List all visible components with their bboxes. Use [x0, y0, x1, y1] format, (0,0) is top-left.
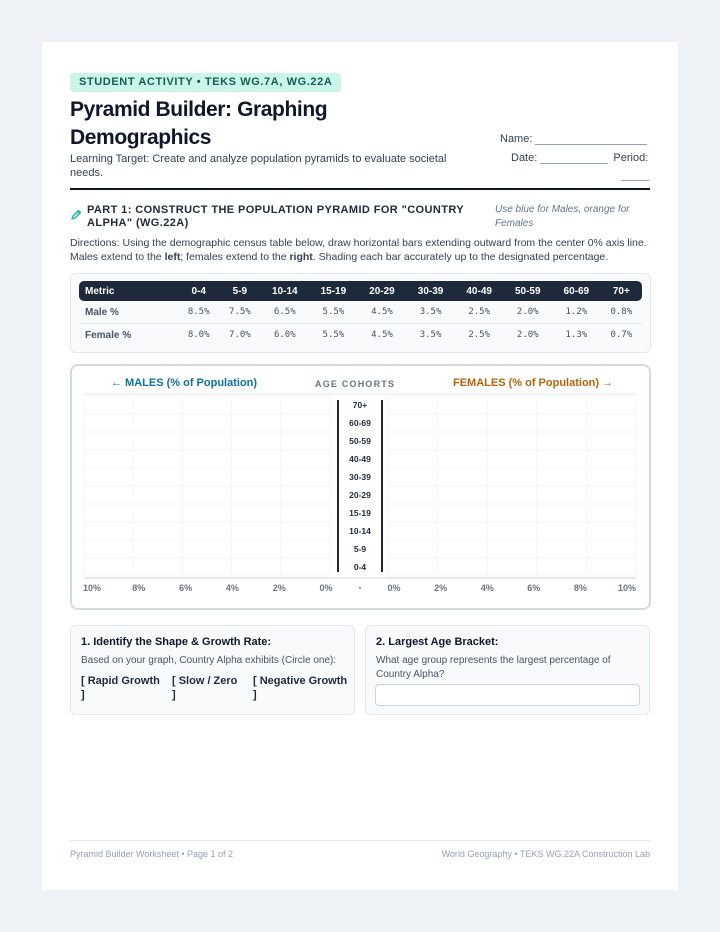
table-row-label: Male %	[79, 301, 178, 324]
footer-right: World Geography • TEKS WG.22A Construction Lab	[441, 849, 650, 859]
part1-title: PART 1: CONSTRUCT THE POPULATION PYRAMID FOR "COUNTRY ALPHA" (WG.22A)	[87, 204, 464, 229]
table-column-header: 70+	[601, 281, 642, 301]
female-tick-label: 6%	[527, 583, 541, 593]
worksheet-page	[42, 42, 678, 890]
directions-text-3: . Shading each bar accurately up to the designated percentage.	[312, 251, 609, 263]
table-column-header: 0-4	[178, 281, 219, 301]
cohort-label: 15-19	[349, 508, 371, 518]
question-2-text: What age group represents the largest percentage of Country Alpha?	[376, 655, 611, 680]
question-2-card	[365, 625, 650, 715]
table-cell: 7.5%	[219, 301, 260, 324]
date-blank[interactable]	[540, 151, 608, 164]
male-tick-label: 10%	[82, 583, 102, 593]
period-blank[interactable]	[621, 168, 649, 181]
females-axis-label: FEMALES (% of Population) →	[453, 377, 614, 389]
male-tick-label: 6%	[179, 583, 193, 593]
period-field[interactable]	[621, 168, 649, 181]
table-column-header: 40-49	[455, 281, 504, 301]
pencil-icon	[70, 209, 82, 221]
census-table-card	[70, 273, 651, 353]
female-tick-label: 10%	[617, 583, 637, 593]
question-1-title: 1. Identify the Shape & Growth Rate:	[81, 636, 272, 648]
table-cell: 8.0%	[187, 330, 210, 340]
name-blank[interactable]	[535, 132, 647, 145]
table-cell: 1.3%	[565, 330, 588, 340]
table-cell: 2.0%	[516, 330, 539, 340]
male-tick-label: 8%	[132, 583, 146, 593]
female-tick-label: 8%	[573, 583, 587, 593]
directions-text-1: Directions: Using the demographic census table below, draw horizontal bars extending outward from the center 0% axis line. Males extend to the	[70, 237, 647, 263]
table-cell: 3.5%	[406, 301, 455, 324]
activity-badge: STUDENT ACTIVITY • TEKS WG.7A, WG.22A	[70, 73, 341, 92]
table-cell: 6.5%	[260, 301, 309, 324]
table-column-header: 30-39	[406, 281, 455, 301]
option-slow-zero[interactable]: [ Slow / Zero ]	[172, 675, 238, 701]
cohort-label: 60-69	[349, 418, 371, 428]
male-tick-label: 2%	[272, 583, 286, 593]
table-cell: 4.5%	[358, 301, 407, 324]
footer-divider	[70, 840, 650, 841]
option-negative-growth[interactable]: [ Negative Growth ]	[253, 675, 348, 701]
directions	[70, 236, 650, 264]
male-tick-label: 4%	[225, 583, 239, 593]
cohort-label: 30-39	[349, 472, 371, 482]
cohort-label: 0-4	[353, 562, 367, 572]
date-field[interactable]	[511, 151, 648, 164]
cohort-label: 40-49	[349, 454, 371, 464]
female-tick-label: 2%	[434, 583, 448, 593]
directions-left: left	[164, 251, 181, 263]
pyramid-graph-card[interactable]	[70, 364, 651, 610]
table-row-label: Female %	[85, 329, 132, 341]
table-cell: 2.5%	[468, 330, 490, 340]
table-header-row	[79, 281, 642, 301]
part1-color-hint: Use blue for Males, orange for Females	[495, 204, 630, 229]
table-column-header: 60-69	[552, 281, 601, 301]
table-body	[79, 301, 642, 346]
table-cell: 6.0%	[273, 330, 296, 340]
question-2-title: 2. Largest Age Bracket:	[376, 636, 499, 648]
footer-left: Pyramid Builder Worksheet • Page 1 of 2	[70, 849, 234, 859]
table-column-header: 20-29	[358, 281, 407, 301]
directions-right: right	[289, 251, 313, 263]
table-column-header: 10-14	[260, 281, 309, 301]
option-rapid-growth[interactable]: [ Rapid Growth ]	[81, 675, 160, 701]
table-column-header: 5-9	[219, 281, 260, 301]
table-cell: 3.5%	[419, 330, 442, 340]
table-cell: 5.5%	[322, 330, 345, 340]
table-cell: 5.5%	[309, 301, 358, 324]
table-column-header: Metric	[79, 281, 178, 301]
learning-target: Learning Target: Create and analyze population pyramids to evaluate societal needs.	[70, 153, 447, 179]
table-cell: 0.8%	[601, 301, 642, 324]
table-cell: 0.7%	[610, 330, 633, 340]
question-1-card	[70, 625, 355, 715]
cohort-label: 10-14	[349, 526, 371, 536]
question-1-text: Based on your graph, Country Alpha exhibits (Circle one):	[81, 655, 337, 666]
cohort-label: 5-9	[353, 544, 367, 554]
table-cell: 2.5%	[455, 301, 504, 324]
center-tick-label: •	[358, 583, 362, 593]
table-column-header: 15-19	[309, 281, 358, 301]
table-column-header: 50-59	[503, 281, 552, 301]
period-label: Period:	[613, 152, 649, 164]
cohort-label: 70+	[352, 400, 368, 410]
table-cell: 2.0%	[503, 301, 552, 324]
cohort-label: 20-29	[349, 490, 371, 500]
males-axis-label: ← MALES (% of Population)	[111, 377, 258, 389]
pyramid-grid[interactable]	[72, 366, 645, 604]
header-divider	[70, 188, 650, 190]
census-table	[79, 281, 642, 346]
cohort-label: 50-59	[349, 436, 371, 446]
table-cell: 4.5%	[371, 330, 393, 340]
female-tick-label: 0%	[387, 583, 401, 593]
table-cell: 7.0%	[229, 330, 251, 340]
table-cell: 8.5%	[178, 301, 219, 324]
name-label: Name:	[500, 133, 533, 145]
directions-text-2: ; females extend to the	[180, 251, 290, 263]
page-title: Pyramid Builder: Graphing Demographics	[70, 98, 328, 149]
male-tick-label: 0%	[319, 583, 333, 593]
largest-age-answer-input[interactable]	[375, 684, 640, 706]
table-cell: 1.2%	[552, 301, 601, 324]
table-row	[79, 324, 642, 347]
female-tick-label: 4%	[480, 583, 494, 593]
table-row	[79, 301, 642, 324]
date-label: Date:	[511, 152, 538, 164]
age-cohorts-label: AGE COHORTS	[315, 379, 396, 389]
name-field[interactable]	[500, 132, 647, 145]
